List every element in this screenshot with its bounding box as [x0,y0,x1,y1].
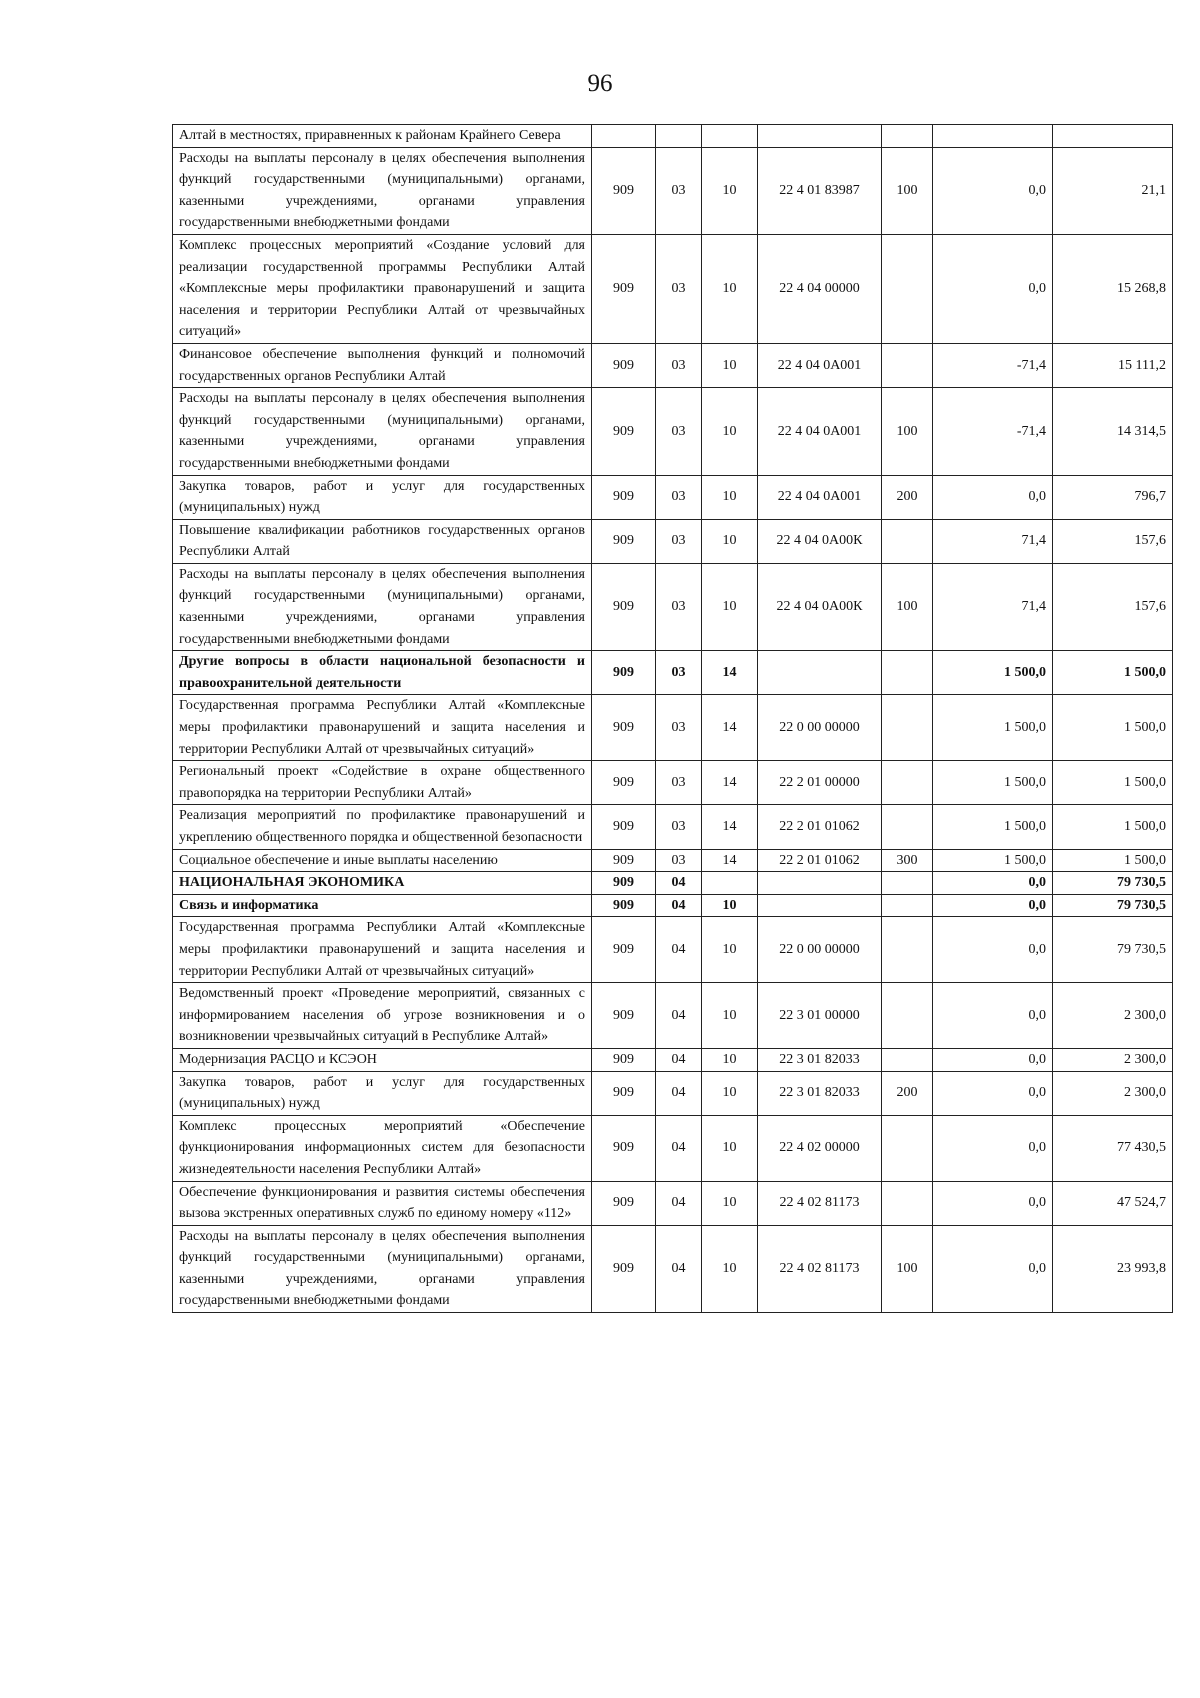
expense-type-cell: 300 [882,849,933,872]
row-name-cell: Расходы на выплаты персоналу в целях обеспечения выполнения функций государственными (муниципальными) органами, казенными учреждениями, органами управления государственными внебюджетными фондами [173,1225,592,1312]
grbs-code-cell: 909 [592,1225,656,1312]
change-amount-cell: 0,0 [933,894,1053,917]
change-amount-cell: 0,0 [933,917,1053,983]
expense-type-cell [882,983,933,1049]
change-amount-cell: 0,0 [933,147,1053,234]
expense-type-cell [882,651,933,695]
subsection-code-cell: 10 [702,388,758,475]
grbs-code-cell: 909 [592,388,656,475]
table-row [173,519,1173,563]
total-amount-cell: 2 300,0 [1053,983,1173,1049]
subsection-code-cell: 10 [702,983,758,1049]
expense-type-cell: 100 [882,388,933,475]
expense-type-cell: 100 [882,147,933,234]
section-code-cell: 04 [656,917,702,983]
budget-table [172,124,1173,1313]
table-row [173,805,1173,849]
expense-type-cell [882,234,933,343]
target-article-cell [758,894,882,917]
table-row [173,1071,1173,1115]
expense-type-cell [882,1115,933,1181]
total-amount-cell: 796,7 [1053,475,1173,519]
total-amount-cell: 79 730,5 [1053,872,1173,895]
section-code-cell: 04 [656,983,702,1049]
grbs-code-cell: 909 [592,695,656,761]
row-name-cell: Региональный проект «Содействие в охране общественного правопорядка на территории Республики Алтай» [173,761,592,805]
change-amount-cell: 0,0 [933,1225,1053,1312]
total-amount-cell: 2 300,0 [1053,1048,1173,1071]
section-code-cell: 04 [656,894,702,917]
grbs-code-cell: 909 [592,147,656,234]
expense-type-cell: 200 [882,475,933,519]
row-name-cell: Государственная программа Республики Алтай «Комплексные меры профилактики правонарушений и защита населения и территории Республики Алтай от чрезвычайных ситуаций» [173,917,592,983]
row-name-cell: Закупка товаров, работ и услуг для государственных (муниципальных) нужд [173,1071,592,1115]
change-amount-cell: 1 500,0 [933,805,1053,849]
subsection-code-cell: 10 [702,343,758,387]
grbs-code-cell: 909 [592,475,656,519]
section-code-cell: 03 [656,695,702,761]
subsection-code-cell: 10 [702,1071,758,1115]
subsection-code-cell: 14 [702,695,758,761]
table-row [173,343,1173,387]
expense-type-cell: 100 [882,563,933,650]
grbs-code-cell: 909 [592,917,656,983]
change-amount-cell: 0,0 [933,475,1053,519]
grbs-code-cell: 909 [592,761,656,805]
row-name-cell: Закупка товаров, работ и услуг для государственных (муниципальных) нужд [173,475,592,519]
section-code-cell: 04 [656,1048,702,1071]
section-code-cell: 03 [656,761,702,805]
table-row [173,1115,1173,1181]
total-amount-cell: 15 111,2 [1053,343,1173,387]
total-amount-cell: 79 730,5 [1053,917,1173,983]
section-code-cell [656,125,702,148]
total-amount-cell: 15 268,8 [1053,234,1173,343]
section-code-cell: 03 [656,475,702,519]
total-amount-cell: 21,1 [1053,147,1173,234]
row-name-cell: Модернизация РАСЦО и КСЭОН [173,1048,592,1071]
section-code-cell: 04 [656,1181,702,1225]
row-name-cell: Повышение квалификации работников государственных органов Республики Алтай [173,519,592,563]
expense-type-cell [882,695,933,761]
expense-type-cell [882,805,933,849]
total-amount-cell: 2 300,0 [1053,1071,1173,1115]
expense-type-cell [882,1181,933,1225]
subsection-code-cell: 10 [702,234,758,343]
row-name-cell: НАЦИОНАЛЬНАЯ ЭКОНОМИКА [173,872,592,895]
subsection-code-cell [702,125,758,148]
change-amount-cell: -71,4 [933,388,1053,475]
row-name-cell: Расходы на выплаты персоналу в целях обеспечения выполнения функций государственными (муниципальными) органами, казенными учреждениями, органами управления государственными внебюджетными фондами [173,388,592,475]
table-row [173,1225,1173,1312]
target-article-cell: 22 3 01 00000 [758,983,882,1049]
row-name-cell: Связь и информатика [173,894,592,917]
section-code-cell: 04 [656,1115,702,1181]
section-code-cell: 03 [656,563,702,650]
change-amount-cell: 0,0 [933,1048,1053,1071]
expense-type-cell [882,125,933,148]
grbs-code-cell: 909 [592,1181,656,1225]
change-amount-cell: 1 500,0 [933,761,1053,805]
table-row [173,475,1173,519]
target-article-cell: 22 2 01 00000 [758,761,882,805]
grbs-code-cell: 909 [592,519,656,563]
expense-type-cell [882,917,933,983]
total-amount-cell: 1 500,0 [1053,651,1173,695]
section-code-cell: 04 [656,872,702,895]
total-amount-cell: 157,6 [1053,519,1173,563]
section-code-cell: 04 [656,1071,702,1115]
target-article-cell: 22 4 02 00000 [758,1115,882,1181]
change-amount-cell: 71,4 [933,519,1053,563]
total-amount-cell: 23 993,8 [1053,1225,1173,1312]
target-article-cell: 22 4 01 83987 [758,147,882,234]
target-article-cell: 22 2 01 01062 [758,849,882,872]
table-row [173,1181,1173,1225]
section-code-cell: 03 [656,234,702,343]
expense-type-cell: 200 [882,1071,933,1115]
table-row [173,695,1173,761]
table-row [173,872,1173,895]
table-row [173,563,1173,650]
subsection-code-cell: 10 [702,894,758,917]
section-code-cell: 03 [656,805,702,849]
target-article-cell: 22 2 01 01062 [758,805,882,849]
row-name-cell: Расходы на выплаты персоналу в целях обеспечения выполнения функций государственными (муниципальными) органами, казенными учреждениями, органами управления государственными внебюджетными фондами [173,563,592,650]
grbs-code-cell: 909 [592,1048,656,1071]
target-article-cell: 22 4 04 0А00К [758,519,882,563]
section-code-cell: 03 [656,651,702,695]
target-article-cell: 22 0 00 00000 [758,695,882,761]
row-name-cell: Алтай в местностях, приравненных к районам Крайнего Севера [173,125,592,148]
target-article-cell: 22 4 04 0А001 [758,388,882,475]
table-row [173,917,1173,983]
subsection-code-cell: 10 [702,519,758,563]
change-amount-cell: 71,4 [933,563,1053,650]
subsection-code-cell: 14 [702,761,758,805]
target-article-cell: 22 4 04 0А001 [758,343,882,387]
target-article-cell: 22 3 01 82033 [758,1048,882,1071]
subsection-code-cell: 10 [702,917,758,983]
section-code-cell: 03 [656,147,702,234]
grbs-code-cell: 909 [592,651,656,695]
total-amount-cell: 77 430,5 [1053,1115,1173,1181]
expense-type-cell [882,343,933,387]
total-amount-cell: 157,6 [1053,563,1173,650]
subsection-code-cell: 10 [702,1181,758,1225]
subsection-code-cell [702,872,758,895]
target-article-cell [758,125,882,148]
change-amount-cell: 0,0 [933,234,1053,343]
grbs-code-cell: 909 [592,343,656,387]
row-name-cell: Ведомственный проект «Проведение мероприятий, связанных с информированием населения об угрозе возникновения и о возникновении чрезвычайных ситуаций в Республике Алтай» [173,983,592,1049]
section-code-cell: 03 [656,388,702,475]
expense-type-cell [882,894,933,917]
target-article-cell [758,872,882,895]
grbs-code-cell: 909 [592,872,656,895]
target-article-cell: 22 3 01 82033 [758,1071,882,1115]
subsection-code-cell: 10 [702,1115,758,1181]
total-amount-cell: 47 524,7 [1053,1181,1173,1225]
grbs-code-cell [592,125,656,148]
target-article-cell [758,651,882,695]
table-row [173,849,1173,872]
row-name-cell: Финансовое обеспечение выполнения функций и полномочий государственных органов Республики Алтай [173,343,592,387]
expense-type-cell [882,1048,933,1071]
total-amount-cell: 1 500,0 [1053,805,1173,849]
change-amount-cell: 0,0 [933,1071,1053,1115]
grbs-code-cell: 909 [592,849,656,872]
table-body [173,125,1173,1313]
table-row [173,894,1173,917]
total-amount-cell: 79 730,5 [1053,894,1173,917]
row-name-cell: Другие вопросы в области национальной безопасности и правоохранительной деятельности [173,651,592,695]
table-row [173,147,1173,234]
grbs-code-cell: 909 [592,894,656,917]
grbs-code-cell: 909 [592,563,656,650]
total-amount-cell [1053,125,1173,148]
table-row [173,388,1173,475]
subsection-code-cell: 14 [702,849,758,872]
subsection-code-cell: 14 [702,805,758,849]
table-row [173,234,1173,343]
row-name-cell: Реализация мероприятий по профилактике правонарушений и укреплению общественного порядка и общественной безопасности [173,805,592,849]
expense-type-cell [882,519,933,563]
target-article-cell: 22 4 02 81173 [758,1181,882,1225]
section-code-cell: 04 [656,1225,702,1312]
total-amount-cell: 1 500,0 [1053,761,1173,805]
target-article-cell: 22 4 04 0А00К [758,563,882,650]
target-article-cell: 22 4 04 00000 [758,234,882,343]
grbs-code-cell: 909 [592,1071,656,1115]
grbs-code-cell: 909 [592,805,656,849]
total-amount-cell: 1 500,0 [1053,695,1173,761]
table-row [173,761,1173,805]
target-article-cell: 22 4 02 81173 [758,1225,882,1312]
change-amount-cell: 1 500,0 [933,651,1053,695]
table-row [173,651,1173,695]
change-amount-cell: 1 500,0 [933,849,1053,872]
section-code-cell: 03 [656,343,702,387]
table-row [173,983,1173,1049]
expense-type-cell [882,761,933,805]
grbs-code-cell: 909 [592,983,656,1049]
expense-type-cell [882,872,933,895]
subsection-code-cell: 10 [702,563,758,650]
table-row [173,1048,1173,1071]
change-amount-cell: -71,4 [933,343,1053,387]
subsection-code-cell: 10 [702,147,758,234]
target-article-cell: 22 4 04 0А001 [758,475,882,519]
row-name-cell: Комплекс процессных мероприятий «Создание условий для реализации государственной программы Республики Алтай «Комплексные меры профилактики правонарушений и защита населения и территории Республики Алтай от чрезвычайных ситуаций» [173,234,592,343]
change-amount-cell: 0,0 [933,983,1053,1049]
subsection-code-cell: 10 [702,1225,758,1312]
section-code-cell: 03 [656,849,702,872]
row-name-cell: Расходы на выплаты персоналу в целях обеспечения выполнения функций государственными (муниципальными) органами, казенными учреждениями, органами управления государственными внебюджетными фондами [173,147,592,234]
subsection-code-cell: 14 [702,651,758,695]
total-amount-cell: 14 314,5 [1053,388,1173,475]
section-code-cell: 03 [656,519,702,563]
page-number: 96 [587,70,613,97]
subsection-code-cell: 10 [702,475,758,519]
row-name-cell: Комплекс процессных мероприятий «Обеспечение функционирования информационных систем для безопасности жизнедеятельности населения Республики Алтай» [173,1115,592,1181]
subsection-code-cell: 10 [702,1048,758,1071]
total-amount-cell: 1 500,0 [1053,849,1173,872]
row-name-cell: Обеспечение функционирования и развития системы обеспечения вызова экстренных оперативных служб по единому номеру «112» [173,1181,592,1225]
change-amount-cell: 0,0 [933,1115,1053,1181]
change-amount-cell: 1 500,0 [933,695,1053,761]
target-article-cell: 22 0 00 00000 [758,917,882,983]
change-amount-cell [933,125,1053,148]
table-row [173,125,1173,148]
grbs-code-cell: 909 [592,234,656,343]
row-name-cell: Государственная программа Республики Алтай «Комплексные меры профилактики правонарушений и защита населения и территории Республики Алтай от чрезвычайных ситуаций» [173,695,592,761]
change-amount-cell: 0,0 [933,1181,1053,1225]
expense-type-cell: 100 [882,1225,933,1312]
row-name-cell: Социальное обеспечение и иные выплаты населению [173,849,592,872]
grbs-code-cell: 909 [592,1115,656,1181]
change-amount-cell: 0,0 [933,872,1053,895]
